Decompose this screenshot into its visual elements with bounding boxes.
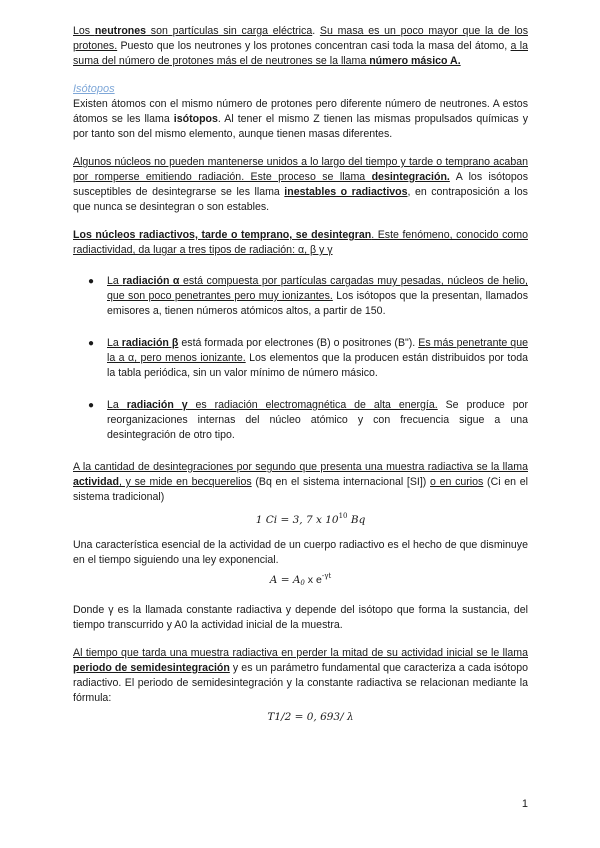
paragraph-constante: Donde γ es la llamada constante radiactiva y depende del isótopo que forma la sustancia, del tiempo transcurrido y A0 la actividad inicial de la muestra. [73,604,528,631]
list-item-alpha: ● La radiación α está compuesta por partículas cargadas muy pesadas, núcleos de helio, que son poco penetrantes pero muy ionizantes. Los isótopos que la presentan, llamados emisores a, tienen números atómicos altos, a partir de 150. [88,275,528,317]
paragraph-actividad: A la cantidad de desintegraciones por segundo que presenta una muestra radiactiva se la llama actividad, y se mide en becquerelios (Bq en el sistema internacional [SI]) o en curios (Ci en el sistema tradicional) [73,461,528,503]
paragraph-desintegracion: Algunos núcleos no pueden mantenerse unidos a lo largo del tiempo y tarde o temprano acaban por romperse emitiendo radiación. Este proceso se llama desintegración. A los isótopos susceptibles de desintegrarse se les llama inestables o radiactivos, en contraposición a los que nunca se desintegran o son estables. [73,156,528,213]
page-number: 1 [521,798,528,810]
paragraph-semidesintegracion: Al tiempo que tarda una muestra radiactiva en perder la mitad de su actividad inicial se le llama periodo de semidesintegración y es un parámetro fundamental que caracteriza a cada isótopo radiactivo. El periodo de semidesintegración y la constante radiactiva se relacionan mediante la fórmula: [73,647,528,704]
formula-half-life: T1/2 = 0, 693/ λ [267,711,354,723]
list-item-gamma: ● La radiación γ es radiación electromagnética de alta energía. Se produce por reorganizaciones internas del núcleo atómico y con frecuencia sigue a una desintegración de otro tipo. [88,399,529,441]
formula-decay: $A = A_0$ x $e^{-\gamma t}$ [269,572,332,587]
paragraph-radiactividad: Los núcleos radiactivos, tarde o temprano, se desintegran. Este fenómeno, conocido como radiactividad, da lugar a tres tipos de radiación: α, β y γ [73,229,528,256]
paragraph-neutrones: Los neutrones son partículas sin carga eléctrica. Su masa es un poco mayor que la de los protones. Puesto que los neutrones y los protones concentran casi toda la masa del átomo, a la suma del número de protones más el de neutrones se la llama número másico A. [73,25,529,67]
bullet-icon: ● [88,276,95,287]
formula-curio: 1 Ci = 3, 7 x $10^{10}$ Bq [255,512,366,526]
paragraph-ley-exponencial: Una característica esencial de la actividad de un cuerpo radiactivo es el hecho de que disminuye en el tiempo siguiendo una ley exponencial. [73,539,528,566]
section-heading-isotopos: Isótopos [73,83,115,95]
paragraph-isotopos: Existen átomos con el mismo número de protones pero diferente número de neutrones. A estos átomos se les llama isótopos. Al tener el mismo Z tienen las mismas propulsados químicas y por tanto son del mismo elemento, aunque tienen masas diferentes. [73,98,529,140]
list-item-beta: ● La radiación β está formada por electrones (B) o positrones (B"). Es más penetrante que la a α, pero menos ionizante. Los elementos que la producen están distribuidos por toda la tabla periódica, sin un valor mínimo de número másico. [88,337,528,379]
bullet-icon: ● [88,338,95,349]
document-page [73,24,528,727]
bullet-icon: ● [88,400,95,411]
radiation-types-list [73,274,528,443]
